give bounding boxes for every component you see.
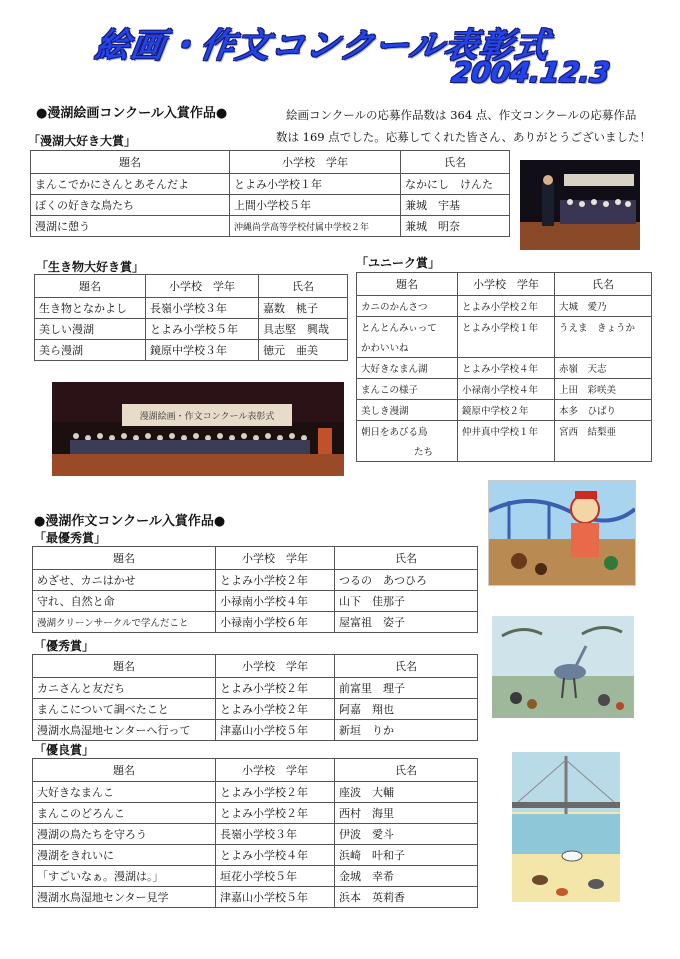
painting-bridge-birds-image: [512, 752, 620, 902]
entry-name: なかにし けんた: [401, 174, 510, 195]
table-row: [31, 174, 510, 195]
entry-title: とんとんみぃって: [357, 317, 458, 338]
entry-school: とよみ小学校１年: [458, 317, 555, 358]
col-school: 小学校 学年: [146, 275, 259, 298]
group-photo-image: [52, 382, 344, 476]
table-row: [33, 720, 478, 741]
entry-title: 漫湖をきれいに: [33, 845, 216, 866]
entry-title: ぼくの好きな鳥たち: [31, 195, 230, 216]
table-row: [33, 570, 478, 591]
table-row: [35, 319, 348, 340]
entry-title-cont: たち: [357, 441, 458, 462]
entry-title: 美ら漫湖: [35, 340, 146, 361]
entry-name: 大城 愛乃: [555, 296, 652, 317]
entry-school: とよみ小学校２年: [216, 803, 335, 824]
col-name: 氏名: [335, 759, 478, 782]
entry-school: 鏡原中学校３年: [146, 340, 259, 361]
entry-school: 津嘉山小学校５年: [216, 887, 335, 908]
entry-name: 徳元 亜美: [259, 340, 348, 361]
entry-school: とよみ小学校２年: [216, 678, 335, 699]
table-row: [33, 803, 478, 824]
award-label-daisuki-taisho: 「漫湖大好き大賞」: [28, 134, 137, 148]
entry-name: うえま きょうか: [555, 317, 652, 358]
entry-name: 赤嶺 天志: [555, 358, 652, 379]
col-title: 題名: [35, 275, 146, 298]
entry-school: 上間小学校５年: [230, 195, 401, 216]
table-row: [31, 195, 510, 216]
entry-title: 「すごいなぁ。漫湖は。」: [33, 866, 216, 887]
table-row: [357, 379, 652, 400]
col-school: 小学校 学年: [458, 273, 555, 296]
ceremony-photo-group: [52, 382, 344, 476]
table-row: [357, 358, 652, 379]
table-row: [357, 400, 652, 421]
entry-name: 西村 海里: [335, 803, 478, 824]
award-table-unique: [356, 272, 652, 462]
entry-school: とよみ小学校２年: [458, 296, 555, 317]
award-table-ikimono: [34, 274, 348, 361]
entry-school: 津嘉山小学校５年: [216, 720, 335, 741]
entry-school: 垣花小学校５年: [216, 866, 335, 887]
entry-name: 兼城 宇基: [401, 195, 510, 216]
table-row: [357, 296, 652, 317]
entry-title: 漫湖に憩う: [31, 216, 230, 237]
award-table-yushu: [32, 654, 478, 741]
entry-title: 漫湖水鳥湿地センターへ行って: [33, 720, 216, 741]
entry-school: とよみ小学校２年: [216, 782, 335, 803]
entry-title: 美しい漫湖: [35, 319, 146, 340]
table-row: [357, 317, 652, 338]
entry-name: 屋富祖 姿子: [335, 612, 478, 633]
col-school: 小学校 学年: [216, 547, 335, 570]
entry-name: 具志堅 興哉: [259, 319, 348, 340]
award-label-yuryo: 「優良賞」: [34, 743, 95, 757]
painting-section-heading: ●漫湖絵画コンクール入賞作品●: [36, 106, 228, 121]
entry-title: まんこの様子: [357, 379, 458, 400]
entry-title: まんこについて調べたこと: [33, 699, 216, 720]
entry-name: 浜崎 叶和子: [335, 845, 478, 866]
col-title: 題名: [31, 151, 230, 174]
entry-title-cont: かわいいね: [357, 337, 458, 358]
entry-name: 上田 彩咲美: [555, 379, 652, 400]
entry-title: 漫湖水鳥湿地センター見学: [33, 887, 216, 908]
col-name: 氏名: [555, 273, 652, 296]
entry-title: カニのかんさつ: [357, 296, 458, 317]
award-table-daisuki-taisho: [30, 150, 510, 237]
col-title: 題名: [33, 759, 216, 782]
table-row: [33, 782, 478, 803]
col-school: 小学校 学年: [216, 759, 335, 782]
entry-name: 座波 大輔: [335, 782, 478, 803]
entry-school: 長嶺小学校３年: [146, 298, 259, 319]
entry-school: 仲井真中学校１年: [458, 421, 555, 462]
entry-name: 兼城 明奈: [401, 216, 510, 237]
page-title: 絵画・作文コンクール表彰式: [92, 26, 552, 66]
entry-name: つるの あつひろ: [335, 570, 478, 591]
entry-school: 沖縄尚学高等学校付属中学校２年: [230, 216, 401, 237]
col-school: 小学校 学年: [216, 655, 335, 678]
entry-title: 生き物となかよし: [35, 298, 146, 319]
table-row: [357, 421, 652, 442]
entry-name: 阿嘉 翔也: [335, 699, 478, 720]
col-title: 題名: [33, 547, 216, 570]
intro-line-1: 絵画コンクールの応募作品数は 364 点、作文コンクールの応募作品: [286, 108, 637, 122]
entry-title: 朝日をあびる鳥: [357, 421, 458, 442]
entry-school: 小禄南小学校４年: [216, 591, 335, 612]
entry-title: めざせ、カニはかせ: [33, 570, 216, 591]
entry-name: 前富里 理子: [335, 678, 478, 699]
entry-title: カニさんと友だち: [33, 678, 216, 699]
table-row: [33, 591, 478, 612]
entry-school: とよみ小学校５年: [146, 319, 259, 340]
intro-line-2: 数は 169 点でした。応募してくれた皆さん、ありがとうございました！: [276, 130, 651, 144]
award-label-ikimono: 「生き物大好き賞」: [36, 260, 145, 274]
entry-school: 小禄南小学校６年: [216, 612, 335, 633]
table-row: [33, 824, 478, 845]
entry-title: まんこでかにさんとあそんだよ: [31, 174, 230, 195]
entry-name: 浜本 英莉香: [335, 887, 478, 908]
col-title: 題名: [33, 655, 216, 678]
award-label-yushu: 「優秀賞」: [34, 639, 95, 653]
col-name: 氏名: [335, 547, 478, 570]
col-title: 題名: [357, 273, 458, 296]
conductor-photo-image: [520, 160, 640, 250]
col-school: 小学校 学年: [230, 151, 401, 174]
painting-child-bridge: [488, 480, 636, 586]
award-label-saiyushu: 「最優秀賞」: [34, 531, 107, 545]
table-row: [33, 887, 478, 908]
essay-section-heading: ●漫湖作文コンクール入賞作品●: [34, 514, 226, 529]
entry-school: とよみ小学校４年: [216, 845, 335, 866]
entry-name: 金城 幸希: [335, 866, 478, 887]
col-name: 氏名: [401, 151, 510, 174]
entry-name: 山下 佳那子: [335, 591, 478, 612]
painting-child-bridge-image: [489, 481, 635, 585]
entry-title: 漫湖の鳥たちを守ろう: [33, 824, 216, 845]
painting-bridge-birds: [512, 752, 620, 902]
table-row: [35, 298, 348, 319]
entry-name: 嘉数 桃子: [259, 298, 348, 319]
entry-school: とよみ小学校２年: [216, 699, 335, 720]
table-row: [33, 699, 478, 720]
photo-banner-text: 漫湖絵画・作文コンクール表彰式: [139, 412, 275, 422]
table-row: [33, 866, 478, 887]
col-name: 氏名: [335, 655, 478, 678]
table-row: [33, 845, 478, 866]
award-label-unique: 「ユニーク賞」: [356, 256, 441, 270]
table-row: [35, 340, 348, 361]
entry-title: 守れ、自然と命: [33, 591, 216, 612]
entry-school: 鏡原中学校２年: [458, 400, 555, 421]
entry-school: とよみ小学校１年: [230, 174, 401, 195]
entry-title: まんこのどろんこ: [33, 803, 216, 824]
entry-name: 本多 ひばり: [555, 400, 652, 421]
entry-name: 宮西 結梨亜: [555, 421, 652, 462]
award-table-yuryo: [32, 758, 478, 908]
painting-herons: [492, 616, 634, 718]
award-table-saiyushu: [32, 546, 478, 633]
col-name: 氏名: [259, 275, 348, 298]
painting-herons-image: [492, 616, 634, 718]
table-row: [33, 678, 478, 699]
entry-name: 新垣 りか: [335, 720, 478, 741]
entry-school: 長嶺小学校３年: [216, 824, 335, 845]
entry-name: 伊波 愛斗: [335, 824, 478, 845]
entry-title: 大好きなまんこ: [33, 782, 216, 803]
ceremony-photo-conductor: [520, 160, 640, 250]
table-row: [31, 216, 510, 237]
entry-school: とよみ小学校４年: [458, 358, 555, 379]
entry-title: 漫湖クリーンサークルで学んだこと: [33, 612, 216, 633]
entry-title: 大好きなまん湖: [357, 358, 458, 379]
event-date: 2004.12.3: [449, 56, 612, 89]
entry-school: とよみ小学校２年: [216, 570, 335, 591]
table-row: [33, 612, 478, 633]
entry-title: 美しき漫湖: [357, 400, 458, 421]
entry-school: 小禄南小学校４年: [458, 379, 555, 400]
